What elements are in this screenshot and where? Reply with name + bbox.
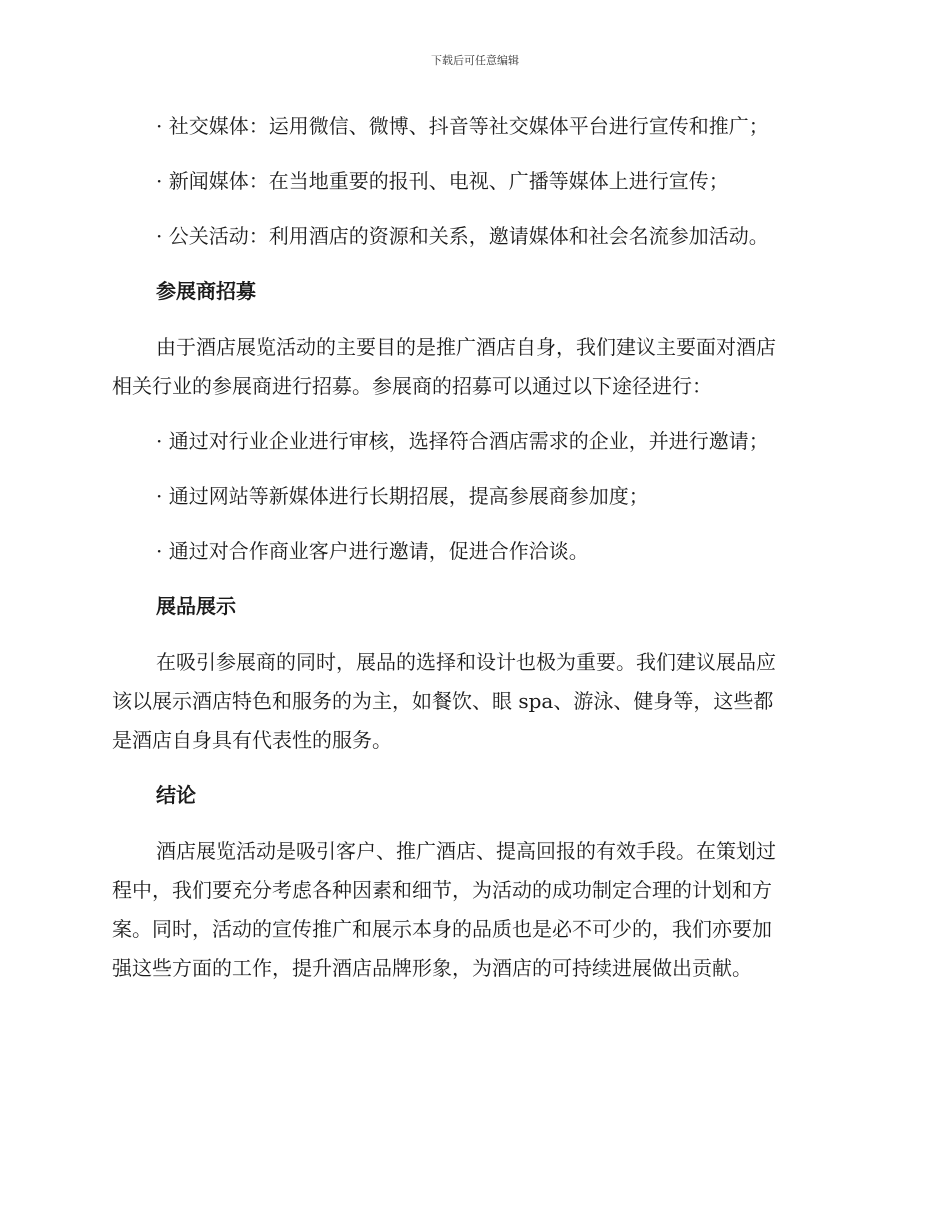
paragraph-line: 程中，我们要充分考虑各种因素和细节，为活动的成功制定合理的计划和方 bbox=[112, 878, 772, 902]
list-item-review-enterprises: · 通过对行业企业进行审核，选择符合酒店需求的企业，并进行邀请； bbox=[156, 429, 769, 453]
paragraph-line: 在吸引参展商的同时，展品的选择和设计也极为重要。我们建议展品应 bbox=[156, 650, 776, 674]
page-header: 下载后可任意编辑 bbox=[431, 54, 519, 67]
paragraph-line: 是酒店自身具有代表性的服务。 bbox=[112, 728, 392, 752]
list-item-social-media: · 社交媒体：运用微信、微博、抖音等社交媒体平台进行宣传和推广； bbox=[156, 114, 769, 138]
paragraph-line: 由于酒店展览活动的主要目的是推广酒店自身，我们建议主要面对酒店 bbox=[156, 335, 776, 359]
section-heading-exhibits: 展品展示 bbox=[156, 594, 236, 618]
paragraph-exhibits bbox=[112, 643, 832, 760]
section-heading-exhibitor-recruitment: 参展商招募 bbox=[156, 279, 256, 303]
paragraph-line: 该以展示酒店特色和服务的为主，如餐饮、眼 spa、游泳、健身等，这些都 bbox=[112, 689, 774, 713]
list-item-invite-partners: · 通过对合作商业客户进行邀请，促进合作洽谈。 bbox=[156, 539, 589, 563]
paragraph-line: 酒店展览活动是吸引客户、推广酒店、提高回报的有效手段。在策划过 bbox=[156, 839, 776, 863]
list-item-news-media: · 新闻媒体：在当地重要的报刊、电视、广播等媒体上进行宣传； bbox=[156, 169, 729, 193]
list-item-website-recruitment: · 通过网站等新媒体进行长期招展，提高参展商参加度； bbox=[156, 484, 649, 508]
list-item-pr-activity: · 公关活动：利用酒店的资源和关系，邀请媒体和社会名流参加活动。 bbox=[156, 224, 769, 248]
paragraph-line: 强这些方面的工作，提升酒店品牌形象，为酒店的可持续进展做出贡献。 bbox=[112, 956, 752, 980]
paragraph-exhibitor-recruitment bbox=[112, 328, 832, 406]
section-heading-conclusion: 结论 bbox=[156, 783, 196, 807]
paragraph-line: 案。同时，活动的宣传推广和展示本身的品质也是必不可少的，我们亦要加 bbox=[112, 917, 772, 941]
paragraph-conclusion bbox=[112, 832, 832, 988]
paragraph-line: 相关行业的参展商进行招募。参展商的招募可以通过以下途径进行： bbox=[112, 374, 712, 398]
document-body bbox=[112, 108, 832, 1005]
